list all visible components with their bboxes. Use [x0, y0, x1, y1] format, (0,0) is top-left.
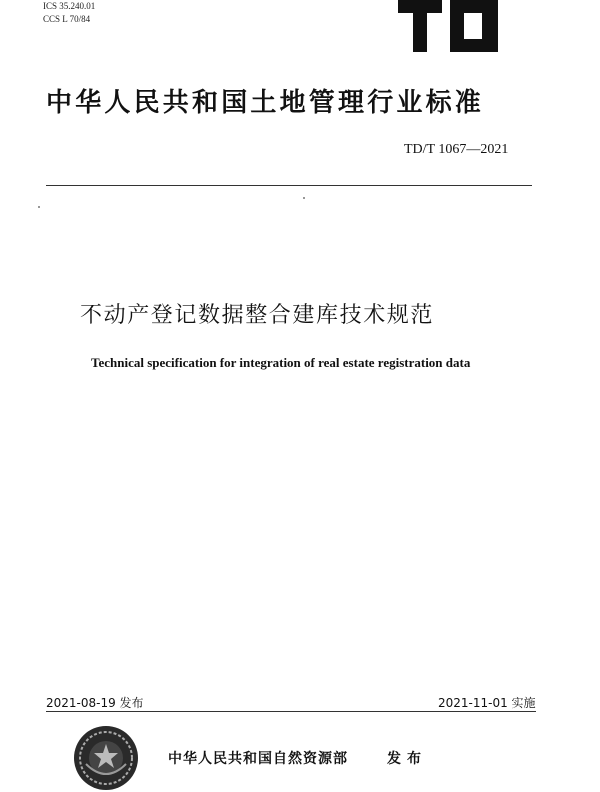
document-title-english: Technical specification for integration of real estate registration data: [91, 355, 471, 370]
classification-codes: [43, 0, 95, 26]
bottom-divider: [46, 711, 536, 712]
document-title-chinese: 不动产登记数据整合建库技术规范: [80, 303, 435, 328]
td-logo: [398, 0, 498, 52]
scan-speck: [303, 197, 305, 199]
ics-code: ICS 35.240.01: [43, 1, 96, 11]
publisher-action: 发布: [387, 751, 427, 767]
publisher-name: 中华人民共和国自然资源部: [168, 751, 348, 767]
implementation-date: 2021-11-01 实施: [438, 696, 536, 710]
ccs-code: CCS L 70/84: [43, 14, 91, 24]
issue-date: 2021-08-19 发布: [46, 696, 144, 710]
ministry-seal-emblem: [72, 724, 140, 792]
standard-level-title: 中华人民共和国土地管理行业标准: [46, 88, 485, 118]
top-divider: [46, 185, 532, 186]
standard-number: TD/T 1067—2021: [404, 142, 509, 157]
scan-speck: [38, 206, 40, 208]
